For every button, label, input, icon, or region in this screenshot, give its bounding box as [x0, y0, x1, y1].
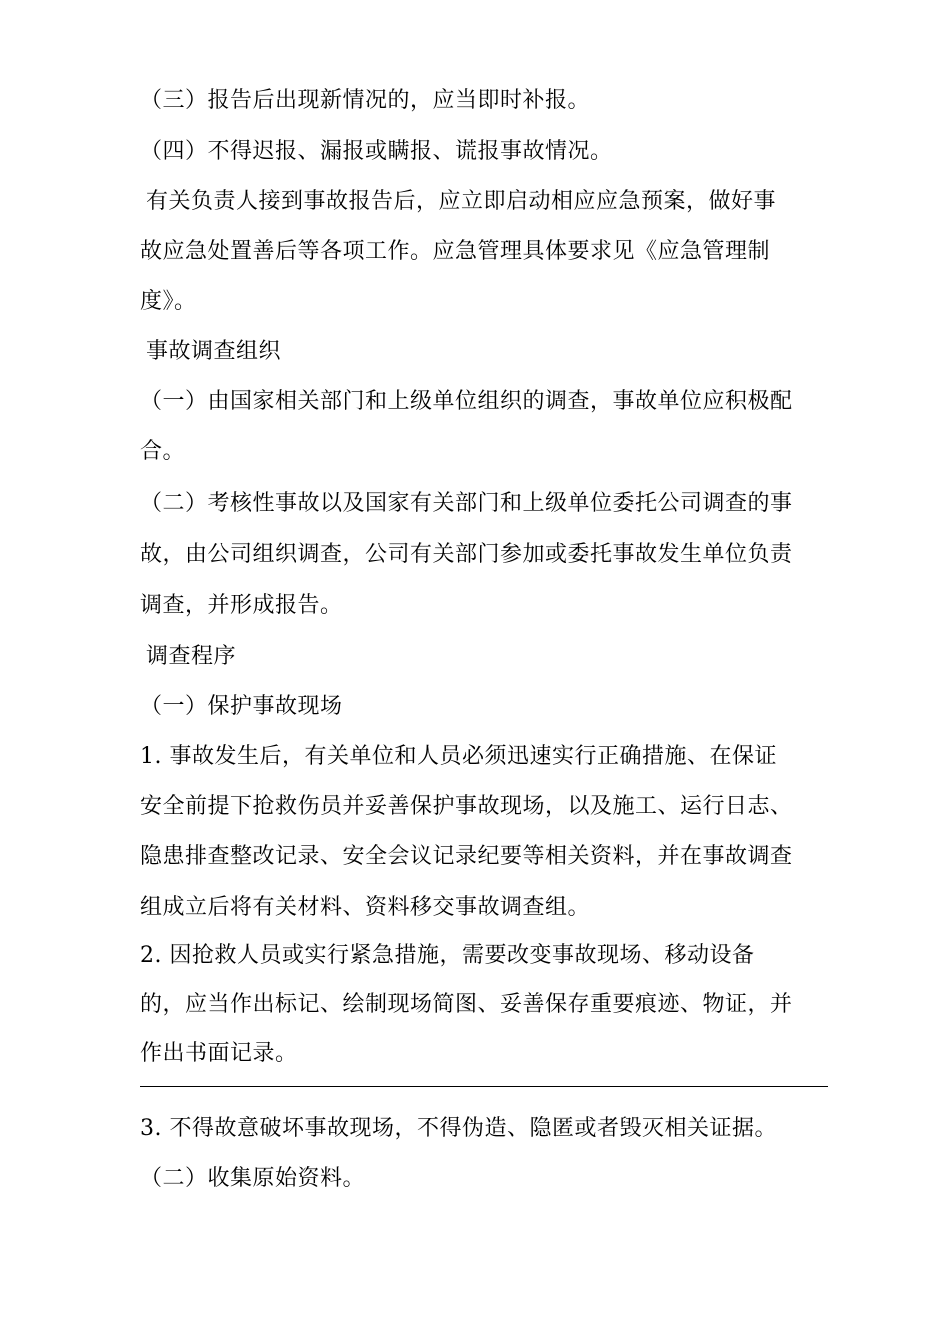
- text-line: 故，由公司组织调查，公司有关部门参加或委托事故发生单位负责: [140, 542, 793, 567]
- section-heading: 调查程序: [146, 644, 237, 669]
- text-line: （二）考核性事故以及国家有关部门和上级单位委托公司调查的事: [140, 491, 793, 516]
- text-line: 安全前提下抢救伤员并妥善保护事故现场，以及施工、运行日志、: [140, 794, 793, 819]
- text-line: 隐患排查整改记录、安全会议记录纪要等相关资料，并在事故调查: [140, 844, 793, 869]
- page-break-rule: [140, 1086, 828, 1087]
- text-line: 合。: [140, 439, 186, 464]
- paragraph-line: 有关负责人接到事故报告后，应立即启动相应应急预案，做好事: [146, 189, 777, 214]
- paragraph-line: 故应急处置善后等各项工作。应急管理具体要求见《应急管理制: [140, 239, 771, 264]
- text-line: 的，应当作出标记、绘制现场简图、妥善保存重要痕迹、物证，并: [140, 992, 793, 1017]
- text-line: 作出书面记录。: [140, 1041, 298, 1066]
- section-heading: 事故调查组织: [146, 339, 282, 364]
- text-line: （一）由国家相关部门和上级单位组织的调查，事故单位应积极配: [140, 389, 793, 414]
- text-line: 调查，并形成报告。: [140, 593, 343, 618]
- text-line: 2. 因抢救人员或实行紧急措施，需要改变事故现场、移动设备: [140, 943, 755, 968]
- text-line: （三）报告后出现新情况的，应当即时补报。: [140, 88, 591, 113]
- text-line: （二）收集原始资料。: [140, 1166, 366, 1191]
- text-line: （四）不得迟报、漏报或瞒报、谎报事故情况。: [140, 139, 613, 164]
- text-line: 1. 事故发生后，有关单位和人员必须迅速实行正确措施、在保证: [140, 744, 777, 769]
- text-line: 3. 不得故意破坏事故现场，不得伪造、隐匿或者毁灭相关证据。: [140, 1116, 777, 1141]
- paragraph-line: 度》。: [140, 289, 197, 314]
- text-line: 组成立后将有关材料、资料移交事故调查组。: [140, 895, 591, 920]
- text-line: （一）保护事故现场: [140, 694, 343, 719]
